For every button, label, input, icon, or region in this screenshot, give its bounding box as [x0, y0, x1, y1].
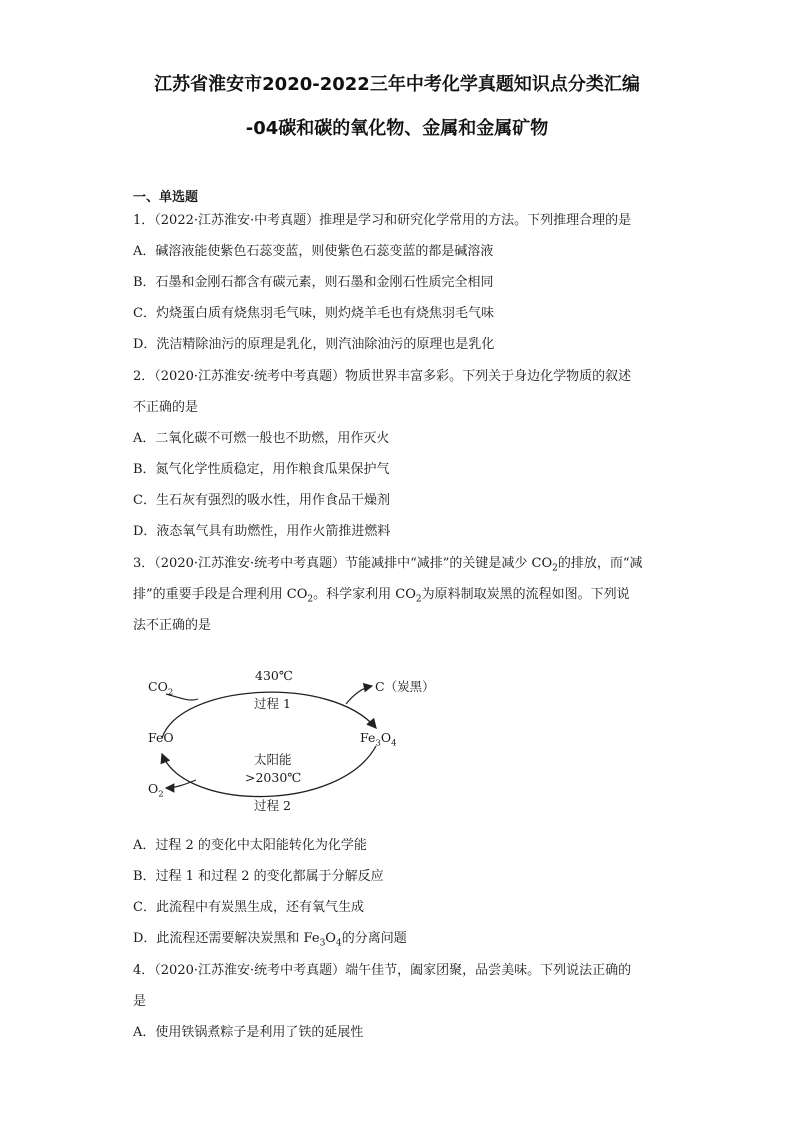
- q1-option-a: A．碱溶液能使紫色石蕊变蓝，则使紫色石蕊变蓝的都是碱溶液: [133, 244, 494, 259]
- process-2-label: 过程 2: [254, 798, 291, 813]
- q2-option-a: A．二氧化碳不可燃一般也不助燃，用作灭火: [133, 431, 390, 446]
- q3-stem-line-1-text-a: 3．（2020·江苏淮安·统考中考真题）节能减排中“减排”的关键是减少 CO: [133, 556, 553, 571]
- co2-label-sub: 2: [167, 687, 174, 698]
- q2-option-b: B．氮气化学性质稳定，用作粮食瓜果保护气: [133, 462, 390, 477]
- o2-label-main: O: [148, 781, 159, 796]
- q1-option-d: D．洗洁精除油污的原理是乳化，则汽油除油污的原理也是乳化: [133, 337, 495, 352]
- solar-energy-label: 太阳能: [254, 752, 292, 767]
- q3-option-d: [133, 930, 407, 953]
- q3-option-b: B．过程 1 和过程 2 的变化都属于分解反应: [133, 869, 384, 884]
- q1-option-c: C．灼烧蛋白质有烧焦羽毛气味，则灼烧羊毛也有烧焦羽毛气味: [133, 306, 494, 321]
- feo-label: FeO: [148, 730, 174, 745]
- q3-option-a: A．过程 2 的变化中太阳能转化为化学能: [133, 838, 367, 853]
- o2-output-branch: [166, 780, 196, 788]
- q1-option-b: B．石墨和金刚石都含有碳元素，则石墨和金刚石性质完全相同: [133, 275, 494, 290]
- q2-stem-line-2: 不正确的是: [133, 400, 199, 415]
- q4-stem-line-1: 4．（2020·江苏淮安·统考中考真题）端午佳节，阖家团聚，品尝美味。下列说法正确的: [133, 963, 632, 978]
- q1-stem: 1．（2022·江苏淮安·中考真题）推理是学习和研究化学常用的方法。下列推理合理的是: [133, 213, 632, 228]
- co2-label: [148, 680, 173, 700]
- carbon-black-flow-diagram: [140, 662, 440, 822]
- co2-label-main: CO: [148, 679, 168, 694]
- q3-option-d-text-a: D．此流程还需要解决炭黑和 Fe: [133, 931, 320, 946]
- document-title-line-1: 江苏省淮安市2020-2022三年中考化学真题知识点分类汇编: [154, 74, 640, 95]
- fe3o4-label: [360, 731, 396, 751]
- q3-stem-line-2-text-a: 排”的重要手段是合理利用 CO: [133, 587, 308, 602]
- q2-option-c: C．生石灰有强烈的吸水性，用作食品干燥剂: [133, 493, 390, 508]
- carbon-black-label: C（炭黑）: [375, 679, 435, 694]
- q3-option-d-text-c: 的分离问题: [341, 931, 407, 946]
- o2-label: [148, 782, 164, 802]
- q3-stem-line-2-sub-1: 2: [307, 594, 314, 605]
- q3-stem-line-1-text-b: 的排放，而“减: [557, 556, 643, 571]
- q3-stem-line-1-sub: 2: [552, 563, 558, 574]
- q2-option-d: D．液态氧气具有助燃性，用作火箭推进燃料: [133, 524, 391, 539]
- q3-option-c: C．此流程中有炭黑生成，还有氧气生成: [133, 900, 364, 915]
- process-2-temperature: >2030℃: [245, 770, 302, 785]
- q3-stem-line-2-sub-2: 2: [415, 594, 422, 605]
- q3-stem-line-3: 法不正确的是: [133, 618, 212, 633]
- fe3o4-label-sub-2: 4: [391, 738, 397, 749]
- q3-option-d-sub-2: 4: [335, 938, 342, 949]
- fe3o4-label-a: Fe: [360, 730, 376, 745]
- q4-option-a: A．使用铁锅煮粽子是利用了铁的延展性: [133, 1025, 364, 1040]
- process-1-label: 过程 1: [254, 696, 291, 711]
- section-heading: 一、单选题: [133, 190, 199, 205]
- q3-stem-line-2-text-b: 。科学家利用 CO: [313, 587, 416, 602]
- process-1-temperature: 430℃: [255, 668, 293, 683]
- fe3o4-label-sub-1: 3: [375, 738, 381, 749]
- fe3o4-label-b: O: [380, 730, 392, 745]
- q3-stem-line-2: [133, 586, 630, 609]
- o2-label-sub: 2: [158, 789, 164, 800]
- q3-stem-line-1: [133, 555, 643, 578]
- q3-option-d-sub-1: 3: [319, 938, 326, 949]
- carbon-output-branch: [346, 686, 372, 704]
- q4-stem-line-2: 是: [133, 994, 147, 1009]
- q3-option-d-text-b: O: [325, 931, 336, 946]
- document-title-line-2: -04碳和碳的氧化物、金属和金属矿物: [245, 118, 549, 139]
- q2-stem-line-1: 2．（2020·江苏淮安·统考中考真题）物质世界丰富多彩。下列关于身边化学物质的叙述: [133, 369, 632, 384]
- q3-stem-line-2-text-c: 为原料制取炭黑的流程如图。下列说: [421, 587, 630, 602]
